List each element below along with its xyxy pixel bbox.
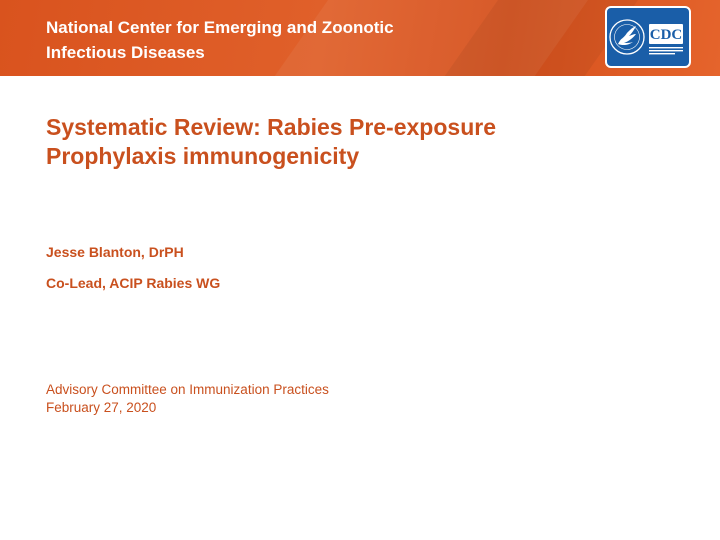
meeting-date: February 27, 2020 — [46, 400, 157, 415]
hhs-cdc-logo — [605, 6, 691, 68]
slide-title-line2: Prophylaxis immunogenicity — [46, 143, 360, 169]
meeting-name: Advisory Committee on Immunization Practices — [46, 382, 329, 397]
org-title-line2: Infectious Diseases — [46, 43, 205, 62]
slide-title — [46, 113, 666, 171]
presenter-name: Jesse Blanton, DrPH — [46, 244, 184, 260]
cdc-logo-text: CDC — [649, 27, 683, 43]
presenter-role: Co-Lead, ACIP Rabies WG — [46, 275, 221, 291]
slide-title-line1: Systematic Review: Rabies Pre-exposure — [46, 114, 496, 140]
org-title-line1: National Center for Emerging and Zoonotic — [46, 18, 394, 37]
org-title — [46, 15, 546, 65]
hhs-eagle-icon — [607, 8, 689, 66]
header-banner — [0, 0, 720, 76]
